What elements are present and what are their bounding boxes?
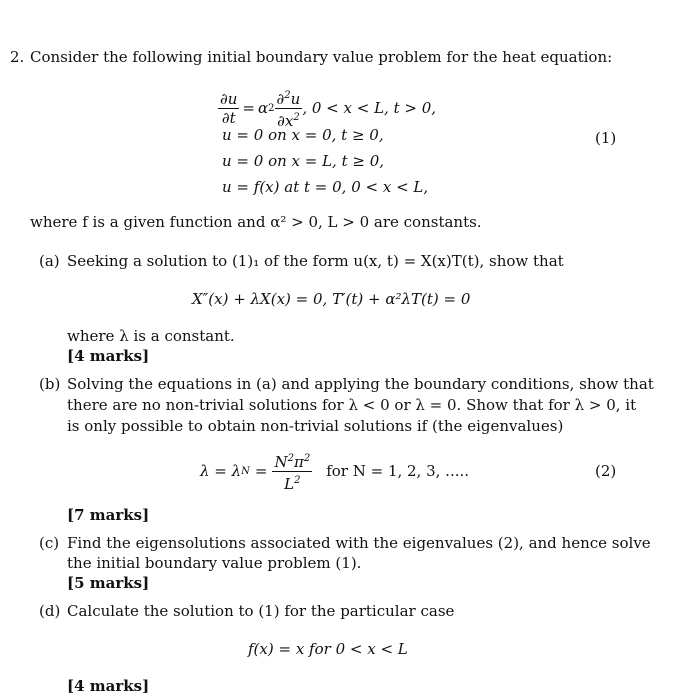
- du-dt: $\frac{\partial u}{\partial t}$: [220, 89, 238, 127]
- part-b-line2: there are no non-trivial solutions for λ < 0 or λ = 0. Show that for λ > 0, it: [67, 396, 637, 414]
- part-d-text: Calculate the solution to (1) for the particular case: [67, 602, 455, 620]
- boundary-condition-right: u = 0 on x = L, t ≥ 0,: [222, 152, 385, 170]
- part-b-line3: is only possible to obtain non-trivial solutions if (the eigenvalues): [67, 417, 564, 435]
- part-c-line1: Find the eigensolutions associated with the eigenvalues (2), and hence solve: [67, 534, 651, 552]
- part-b-label: (b): [39, 375, 61, 393]
- part-c-marks: [5 marks]: [67, 574, 150, 592]
- eigenvalue-equation: λ = λ N = $\frac{N^2\pi^2}{L^2}$ for N = 1, 2, 3, .....: [200, 450, 469, 492]
- part-a-marks: [4 marks]: [67, 347, 150, 365]
- d2u-dx2: $\frac{\partial^2u}{\partial x^2}$: [275, 87, 303, 130]
- part-a-text: Seeking a solution to (1)₁ of the form u(x, t) = X(x)T(t), show that: [67, 252, 564, 270]
- part-b-line1: Solving the equations in (a) and applying the boundary conditions, show that: [67, 375, 654, 393]
- part-c-label: (c): [39, 534, 60, 552]
- eigenvalue-lhs: λ = λ: [200, 462, 242, 480]
- question-number: 2.: [10, 48, 25, 66]
- part-c-line2: the initial boundary value problem (1).: [67, 554, 362, 572]
- part-a-equation: X″(x) + λX(x) = 0, T′(t) + α²λT(t) = 0: [192, 290, 471, 308]
- question-intro: Consider the following initial boundary value problem for the heat equation:: [30, 48, 613, 66]
- equation-label-2: (2): [595, 462, 617, 480]
- part-b-marks: [7 marks]: [67, 506, 150, 524]
- where-text: where f is a given function and α² > 0, L > 0 are constants.: [30, 213, 482, 231]
- part-d-equation: f(x) = x for 0 < x < L: [248, 640, 408, 658]
- part-d-label: (d): [39, 602, 61, 620]
- heat-equation: $\frac{\partial u}{\partial t}$ = α 2 $\frac{\partial^2u}{\partial x^2}$ , 0 < x < L, t > 0,: [218, 88, 436, 128]
- initial-condition: u = f(x) at t = 0, 0 < x < L,: [222, 178, 429, 196]
- eigenvalue-subscript: N: [241, 465, 250, 477]
- eigenvalue-fraction: $\frac{N^2\pi^2}{L^2}$: [272, 450, 312, 493]
- part-a-after: where λ is a constant.: [67, 327, 235, 345]
- part-a-label: (a): [39, 252, 60, 270]
- pde-domain: , 0 < x < L, t > 0,: [302, 99, 437, 117]
- boundary-condition-left: u = 0 on x = 0, t ≥ 0,: [222, 126, 384, 144]
- eigenvalue-range: for N = 1, 2, 3, .....: [326, 462, 470, 480]
- equation-label-1: (1): [595, 129, 617, 147]
- part-d-marks: [4 marks]: [67, 677, 150, 695]
